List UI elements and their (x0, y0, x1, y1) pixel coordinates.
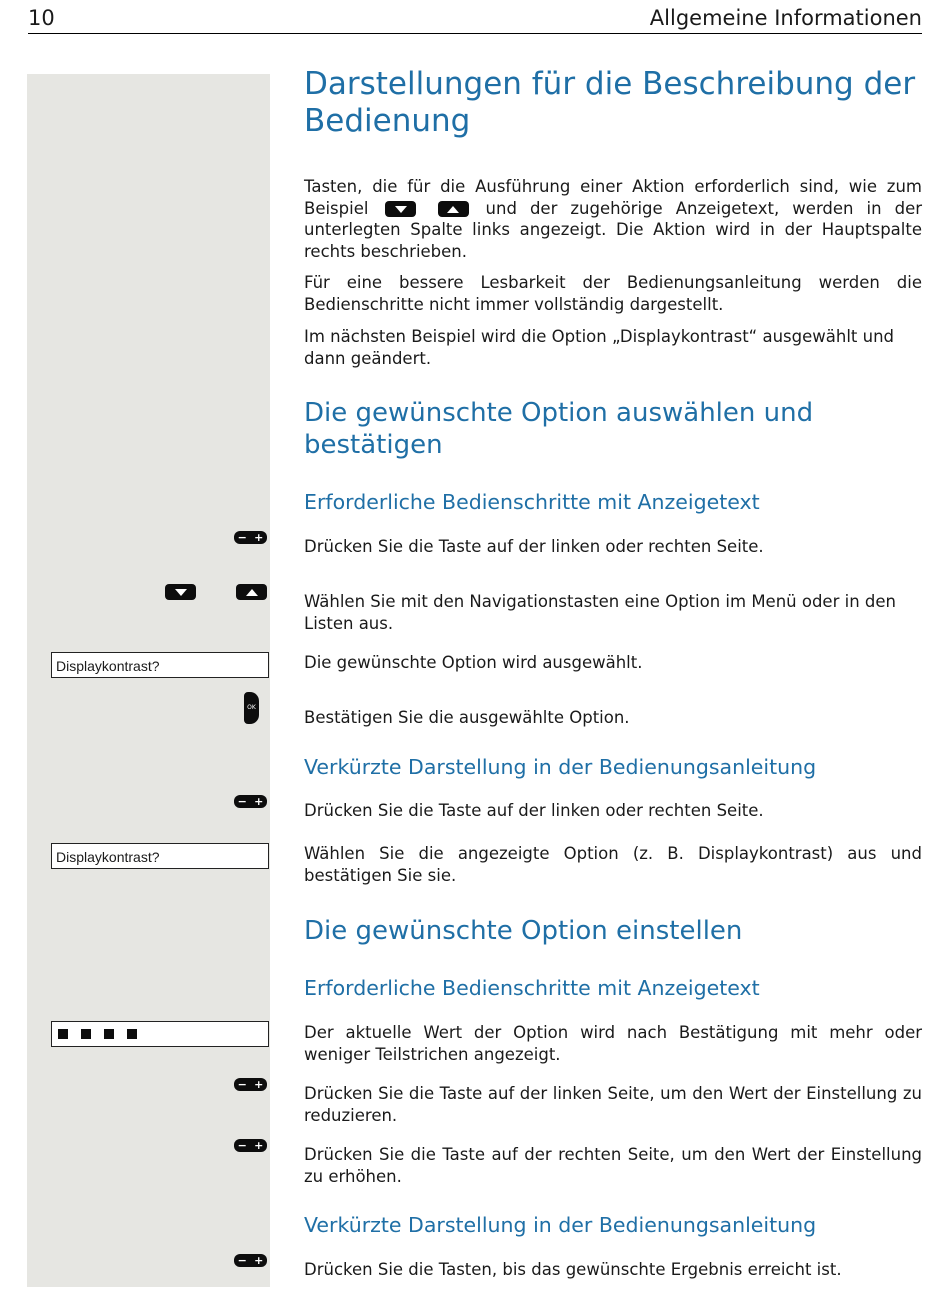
minus-plus-key-icon (234, 531, 267, 544)
page-number: 10 (28, 6, 55, 30)
minus-icon: − (237, 1254, 247, 1267)
nav-down-icon (165, 584, 196, 600)
bar-segment (58, 1029, 68, 1039)
chapter-title: Allgemeine Informationen (649, 6, 922, 30)
nav-up-icon (236, 584, 267, 600)
step-current-value: Der aktuelle Wert der Option wird nach Bestätigung mit mehr oder weniger Teilstrichen angezeigt. (304, 1023, 922, 1064)
minus-plus-key-icon (234, 1139, 267, 1152)
nav-down-icon (385, 201, 416, 217)
subsection-title-steps-2: Erforderliche Bedienschritte mit Anzeigetext (304, 976, 760, 1000)
subsection-title-steps: Erforderliche Bedienschritte mit Anzeigetext (304, 490, 760, 514)
step-confirm: Bestätigen Sie die ausgewählte Option. (304, 708, 630, 727)
minus-icon: − (237, 1139, 247, 1152)
plus-icon: + (254, 1139, 264, 1152)
contrast-bar-display (51, 1021, 269, 1047)
step-press-key-short: Drücken Sie die Taste auf der linken oder rechten Seite. (304, 801, 764, 820)
bar-segment (127, 1029, 137, 1039)
minus-icon: − (237, 795, 247, 808)
subsection-title-short: Verkürzte Darstellung in der Bedienungsanleitung (304, 755, 817, 779)
display-option-box: Displaykontrast? (51, 843, 269, 869)
step-option-selected: Die gewünschte Option wird ausgewählt. (304, 653, 643, 672)
intro-paragraph (304, 176, 922, 262)
bar-segment (81, 1029, 91, 1039)
plus-icon: + (254, 1254, 264, 1267)
intro-text-a: Tasten, die für die Ausführung einer Aktion erforderlich sind, wie zum Beispiel (304, 177, 922, 218)
subsection-title-short-2: Verkürzte Darstellung in der Bedienungsanleitung (304, 1213, 817, 1237)
example-paragraph: Im nächsten Beispiel wird die Option „Displaykontrast“ ausgewählt und dann geändert. (304, 327, 895, 368)
section-title-select: Die gewünschte Option auswählen und bestätigen (304, 398, 814, 460)
header-rule (28, 33, 922, 34)
display-option-box: Displaykontrast? (51, 652, 269, 678)
minus-icon: − (237, 531, 247, 544)
minus-plus-key-icon (234, 795, 267, 808)
minus-plus-key-icon (234, 1078, 267, 1091)
step-select-confirm-short: Wählen Sie die angezeigte Option (z. B. Displaykontrast) aus und bestätigen Sie sie. (304, 844, 922, 885)
nav-up-icon (438, 201, 469, 217)
step-decrease: Drücken Sie die Taste auf der linken Seite, um den Wert der Einstellung zu reduzieren. (304, 1084, 922, 1125)
minus-plus-key-icon (234, 1254, 267, 1267)
intro-text-b: und der zugehörige Anzeigetext, werden in der unterlegten Spalte links angezeigt. Die Aktion wird in der Hauptspalte rechts beschrieben. (304, 198, 923, 261)
step-press-key: Drücken Sie die Taste auf der linken oder rechten Seite. (304, 537, 764, 556)
step-increase: Drücken Sie die Taste auf der rechten Seite, um den Wert der Einstellung zu erhöhen. (304, 1145, 922, 1186)
plus-icon: + (254, 795, 264, 808)
key-column (27, 74, 270, 1287)
minus-icon: − (237, 1078, 247, 1091)
plus-icon: + (254, 1078, 264, 1091)
step-navigate: Wählen Sie mit den Navigationstasten eine Option im Menü oder in den Listen aus. (304, 592, 896, 633)
plus-icon: + (254, 531, 264, 544)
step-press-until: Drücken Sie die Tasten, bis das gewünschte Ergebnis erreicht ist. (304, 1260, 842, 1279)
section-title: Darstellungen für die Beschreibung der Bedienung (304, 66, 916, 139)
readability-paragraph: Für eine bessere Lesbarkeit der Bedienungsanleitung werden die Bedienschritte nicht immer vollständig dargestellt. (304, 273, 922, 314)
bar-segment (104, 1029, 114, 1039)
section-title-set: Die gewünschte Option einstellen (304, 916, 743, 946)
ok-key-icon: OK (244, 692, 259, 724)
